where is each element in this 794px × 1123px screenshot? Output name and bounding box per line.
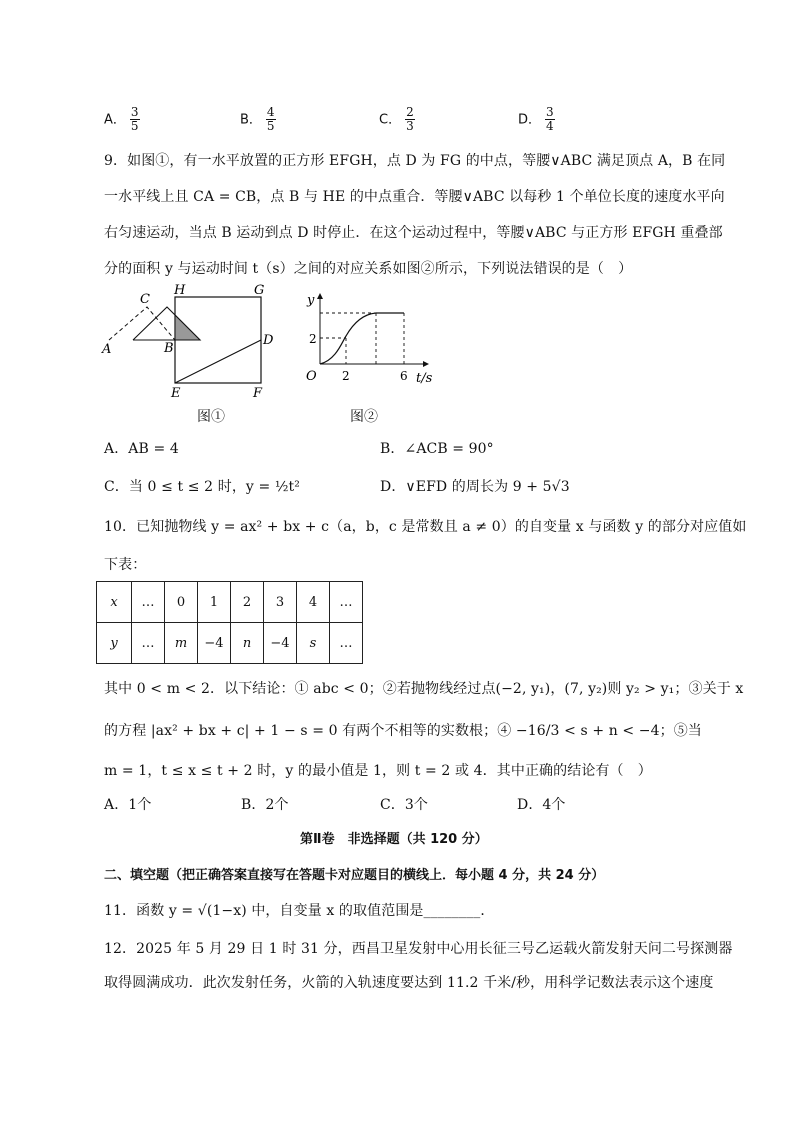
fraction: $\frac{3}{5}$ (130, 105, 139, 133)
table-cell: −4 (198, 623, 231, 664)
x-axis-label: t/s (416, 371, 433, 386)
fraction: $\frac{3}{4}$ (546, 105, 554, 133)
section-2-title: 第Ⅱ卷 非选择题（共 120 分） (300, 832, 488, 847)
figure-2-caption: 图② (350, 409, 378, 425)
label-b: B (164, 341, 174, 356)
q12-line-1: 12．2025 年 5 月 29 日 1 时 31 分，西昌卫星发射中心用长征三号乙运载火箭发射天问二号探测器 (104, 941, 733, 957)
figure-1-caption: 图① (197, 409, 225, 425)
q10-option-c: C．3个 (380, 797, 429, 813)
q10-option-b: B．2个 (241, 797, 289, 813)
figure-2-graph (300, 290, 440, 390)
q9-line-4: 分的面积 y 与运动时间 t（s）之间的对应关系如图②所示，下列说法错误的是（ ） (104, 261, 633, 277)
label-h: H (174, 283, 186, 298)
q8-option-c: C． $\frac{2}{3}$ (379, 105, 414, 133)
q9-line-3: 右匀速运动，当点 B 运动到点 D 时停止．在这个运动过程中，等腰∨ABC 与正方形 EFGH 重叠部 (104, 225, 723, 241)
table-cell: 2 (231, 582, 264, 623)
q10-line-5: m = 1，t ≤ x ≤ t + 2 时，y 的最小值是 1，则 t = 2 或 4．其中正确的结论有（ ） (104, 763, 652, 779)
q11-text: 11．函数 y = √(1−x) 中，自变量 x 的取值范围是________． (104, 903, 495, 919)
q9-option-d: D．∨EFD 的周长为 9 + 5√3 (380, 479, 570, 495)
origin-label: O (306, 369, 317, 384)
table-cell: y (97, 623, 132, 664)
label-a: A (102, 342, 112, 357)
q8-options (104, 106, 664, 144)
table-row (97, 582, 363, 623)
q10-line-2: 下表： (104, 557, 147, 573)
q12-line-2: 取得圆满成功．此次发射任务，火箭的入轨速度要达到 11.2 千米/秒，用科学记数法表示这个速度 (104, 975, 714, 991)
table-cell: … (330, 623, 363, 664)
q9-option-b: B．∠ACB = 90° (380, 441, 494, 457)
dashed-triangle (109, 307, 175, 340)
label-f: F (253, 386, 263, 400)
table-cell: −4 (264, 623, 297, 664)
table-cell: 0 (165, 582, 198, 623)
q9-option-a: A．AB = 4 (104, 441, 179, 457)
table-cell: 1 (198, 582, 231, 623)
q9-line-1: 9．如图①，有一水平放置的正方形 EFGH，点 D 为 FG 的中点，等腰∨ABC 满足顶点 A，B 在同 (104, 153, 726, 169)
table-cell: m (165, 623, 198, 664)
q10-value-table (96, 581, 363, 664)
overlap-shading (175, 315, 200, 340)
y-axis-label: y (307, 293, 315, 308)
figure-1-diagram (96, 280, 286, 400)
table-cell: … (330, 582, 363, 623)
q8-option-b: B． $\frac{4}{5}$ (240, 105, 275, 133)
fraction: $\frac{2}{3}$ (406, 105, 414, 133)
q10-line-4: 的方程 |ax² + bx + c| + 1 − s = 0 有两个不相等的实数根；④ −16/3 < s + n < −4；⑤当 (104, 723, 702, 739)
q8-option-d: D． $\frac{3}{4}$ (518, 105, 554, 133)
label-g: G (254, 283, 265, 298)
table-row (97, 623, 363, 664)
tick-x-6: 6 (400, 369, 408, 383)
fill-in-header: 二、填空题（把正确答案直接写在答题卡对应题目的横线上．每小题 4 分，共 24 分） (104, 868, 605, 883)
tick-x-2: 2 (342, 369, 350, 383)
q10-option-a: A．1个 (104, 797, 152, 813)
label-e: E (171, 386, 181, 400)
table-cell: s (297, 623, 330, 664)
table-cell: … (132, 582, 165, 623)
label-d: D (263, 333, 274, 348)
q9-line-2: 一水平线上且 CA = CB，点 B 与 HE 的中点重合．等腰∨ABC 以每秒 1 个单位长度的速度水平向 (104, 189, 725, 205)
table-cell: x (97, 582, 132, 623)
q8-option-a: A． $\frac{3}{5}$ (104, 105, 139, 133)
table-cell: 4 (297, 582, 330, 623)
q10-option-d: D．4个 (517, 797, 566, 813)
segment-ed (175, 340, 261, 383)
label-c: C (140, 292, 150, 307)
tick-y-2: 2 (309, 332, 317, 346)
q9-option-c: C．当 0 ≤ t ≤ 2 时，y = ½t² (104, 479, 300, 495)
q10-line-3: 其中 0 < m < 2．以下结论：① abc < 0；②若抛物线经过点(−2, y₁)，(7, y₂)则 y₂ > y₁；③关于 x (104, 681, 744, 697)
area-curve (320, 313, 404, 364)
fraction: $\frac{4}{5}$ (266, 105, 275, 133)
table-cell: 3 (264, 582, 297, 623)
table-cell: … (132, 623, 165, 664)
table-cell: n (231, 623, 264, 664)
q10-line-1: 10．已知抛物线 y = ax² + bx + c（a，b，c 是常数且 a ≠ 0）的自变量 x 与函数 y 的部分对应值如 (104, 519, 747, 535)
